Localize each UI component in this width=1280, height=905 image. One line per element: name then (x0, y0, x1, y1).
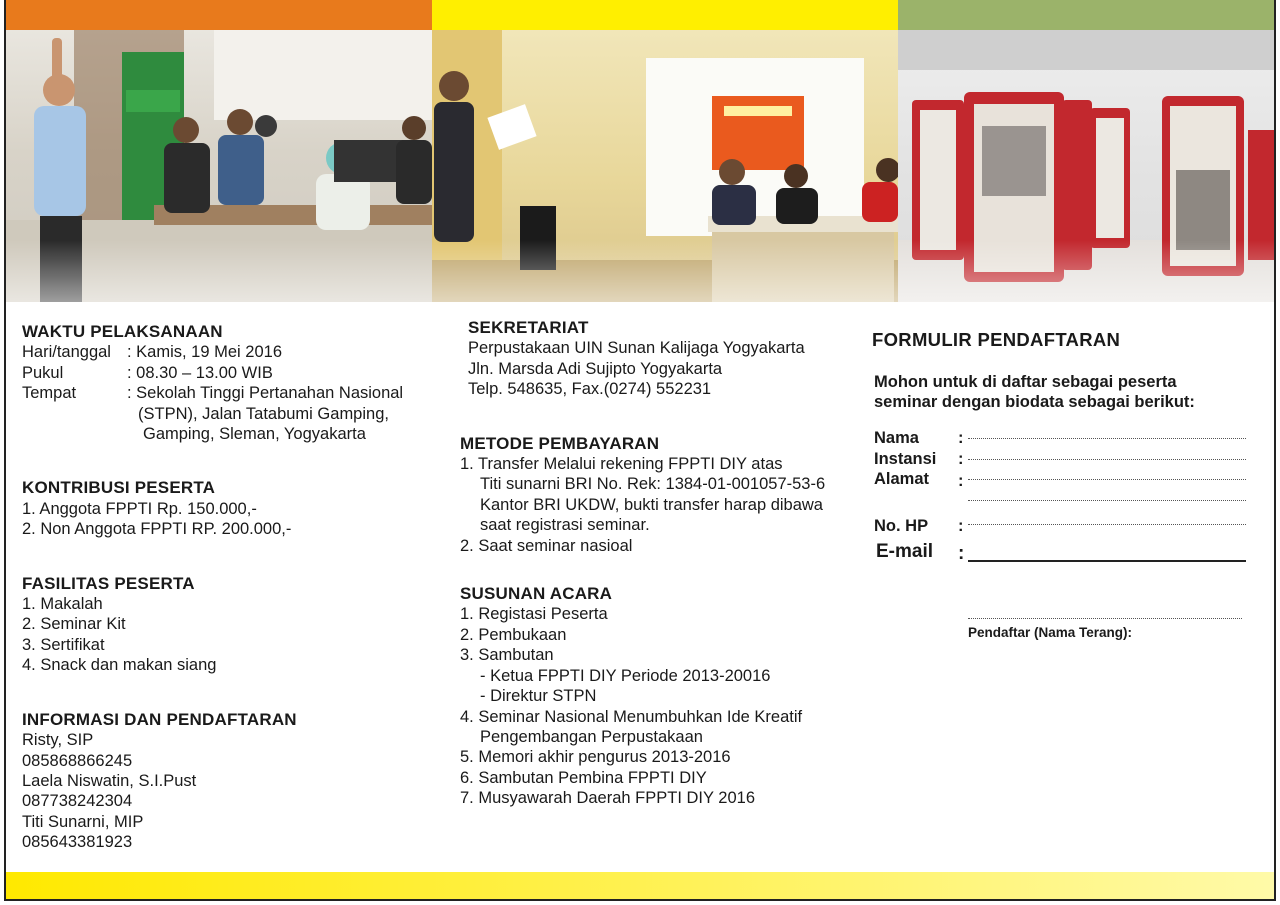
fasilitas-item: 4. Snack dan makan siang (22, 656, 217, 675)
row-pukul: Pukul : 08.30 – 13.00 WIB (22, 363, 273, 382)
row-hari: Hari/tanggal : Kamis, 19 Mei 2016 (22, 343, 282, 362)
susunan-item: 3. Sambutan (460, 646, 554, 665)
susunan-item: 2. Pembukaan (460, 625, 567, 644)
field-instansi[interactable]: Instansi : (872, 449, 1262, 470)
susunan-item: 5. Memori akhir pengurus 2013-2016 (460, 748, 731, 767)
instansi-label: Instansi (874, 449, 937, 468)
heading-metode: METODE PEMBAYARAN (460, 433, 660, 453)
email-label: E-mail (876, 541, 934, 563)
heading-waktu: WAKTU PELAKSANAAN (22, 322, 223, 341)
form-intro: Mohon untuk di daftar sebagai peserta seminar dengan biodata sebagai berikut: (874, 373, 1195, 412)
susunan-item: Pengembangan Perpustakaan (480, 727, 703, 746)
sekretariat-line: Perpustakaan UIN Sunan Kalijaga Yogyakarta (468, 339, 805, 358)
heading-sekretariat: SEKRETARIAT (468, 318, 589, 337)
contact-phone: 085643381923 (22, 833, 133, 852)
heading-informasi: INFORMASI DAN PENDAFTARAN (22, 709, 297, 729)
tempat-cont-2: Gamping, Sleman, Yogyakarta (143, 425, 366, 444)
kontribusi-item: 1. Anggota FPPTI Rp. 150.000,- (22, 499, 257, 518)
page-frame (4, 0, 1276, 901)
susunan-item: 7. Musyawarah Daerah FPPTI DIY 2016 (460, 789, 756, 808)
metode-item: 1. Transfer Melalui rekening FPPTI DIY atas (460, 455, 783, 474)
nama-label: Nama (874, 429, 919, 448)
form-title: FORMULIR PENDAFTARAN (872, 329, 1121, 350)
heading-kontribusi: KONTRIBUSI PESERTA (22, 478, 216, 498)
metode-item: Titi sunarni BRI No. Rek: 1384-01-001057-53-6 (480, 475, 826, 494)
contact-name: Risty, SIP (22, 731, 94, 750)
susunan-item: 6. Sambutan Pembina FPPTI DIY (460, 768, 707, 787)
metode-item: saat registrasi seminar. (480, 516, 650, 535)
field-nama[interactable]: Nama : (872, 428, 1262, 449)
contact-phone: 085868866245 (22, 751, 133, 770)
susunan-item: - Ketua FPPTI DIY Periode 2013-20016 (480, 666, 771, 685)
contact-name: Laela Niswatin, S.I.Pust (22, 771, 197, 790)
sekretariat-line: Telp. 548635, Fax.(0274) 552231 (468, 380, 712, 399)
metode-item: 2. Saat seminar nasioal (460, 536, 633, 555)
heading-susunan: SUSUNAN ACARA (460, 584, 613, 604)
row-tempat: Tempat : Sekolah Tinggi Pertanahan Nasional (22, 384, 404, 403)
kontribusi-item: 2. Non Anggota FPPTI RP. 200.000,- (22, 520, 292, 539)
fasilitas-item: 3. Sertifikat (22, 635, 105, 654)
susunan-item: 1. Registasi Peserta (460, 605, 608, 624)
signature-label: Pendaftar (Nama Terang): (968, 625, 1133, 641)
contact-phone: 087738242304 (22, 792, 133, 811)
metode-item: Kantor BRI UKDW, bukti transfer harap dibawa (480, 495, 823, 514)
sekretariat-line: Jln. Marsda Adi Sujipto Yogyakarta (468, 359, 723, 378)
field-alamat[interactable]: Alamat : (872, 469, 1262, 490)
fasilitas-item: 2. Seminar Kit (22, 615, 126, 634)
fasilitas-item: 1. Makalah (22, 595, 103, 614)
field-hp[interactable]: No. HP : (872, 510, 1262, 538)
contact-name: Titi Sunarni, MIP (22, 812, 144, 831)
hp-label: No. HP (874, 517, 929, 536)
field-email[interactable]: E-mail : (872, 542, 1262, 570)
susunan-item: - Direktur STPN (480, 687, 597, 706)
susunan-item: 4. Seminar Nasional Menumbuhkan Ide Kreatif (460, 707, 803, 726)
alamat-label: Alamat (874, 470, 930, 489)
heading-fasilitas: FASILITAS PESERTA (22, 573, 195, 593)
tempat-cont-1: (STPN), Jalan Tatabumi Gamping, (138, 404, 389, 423)
